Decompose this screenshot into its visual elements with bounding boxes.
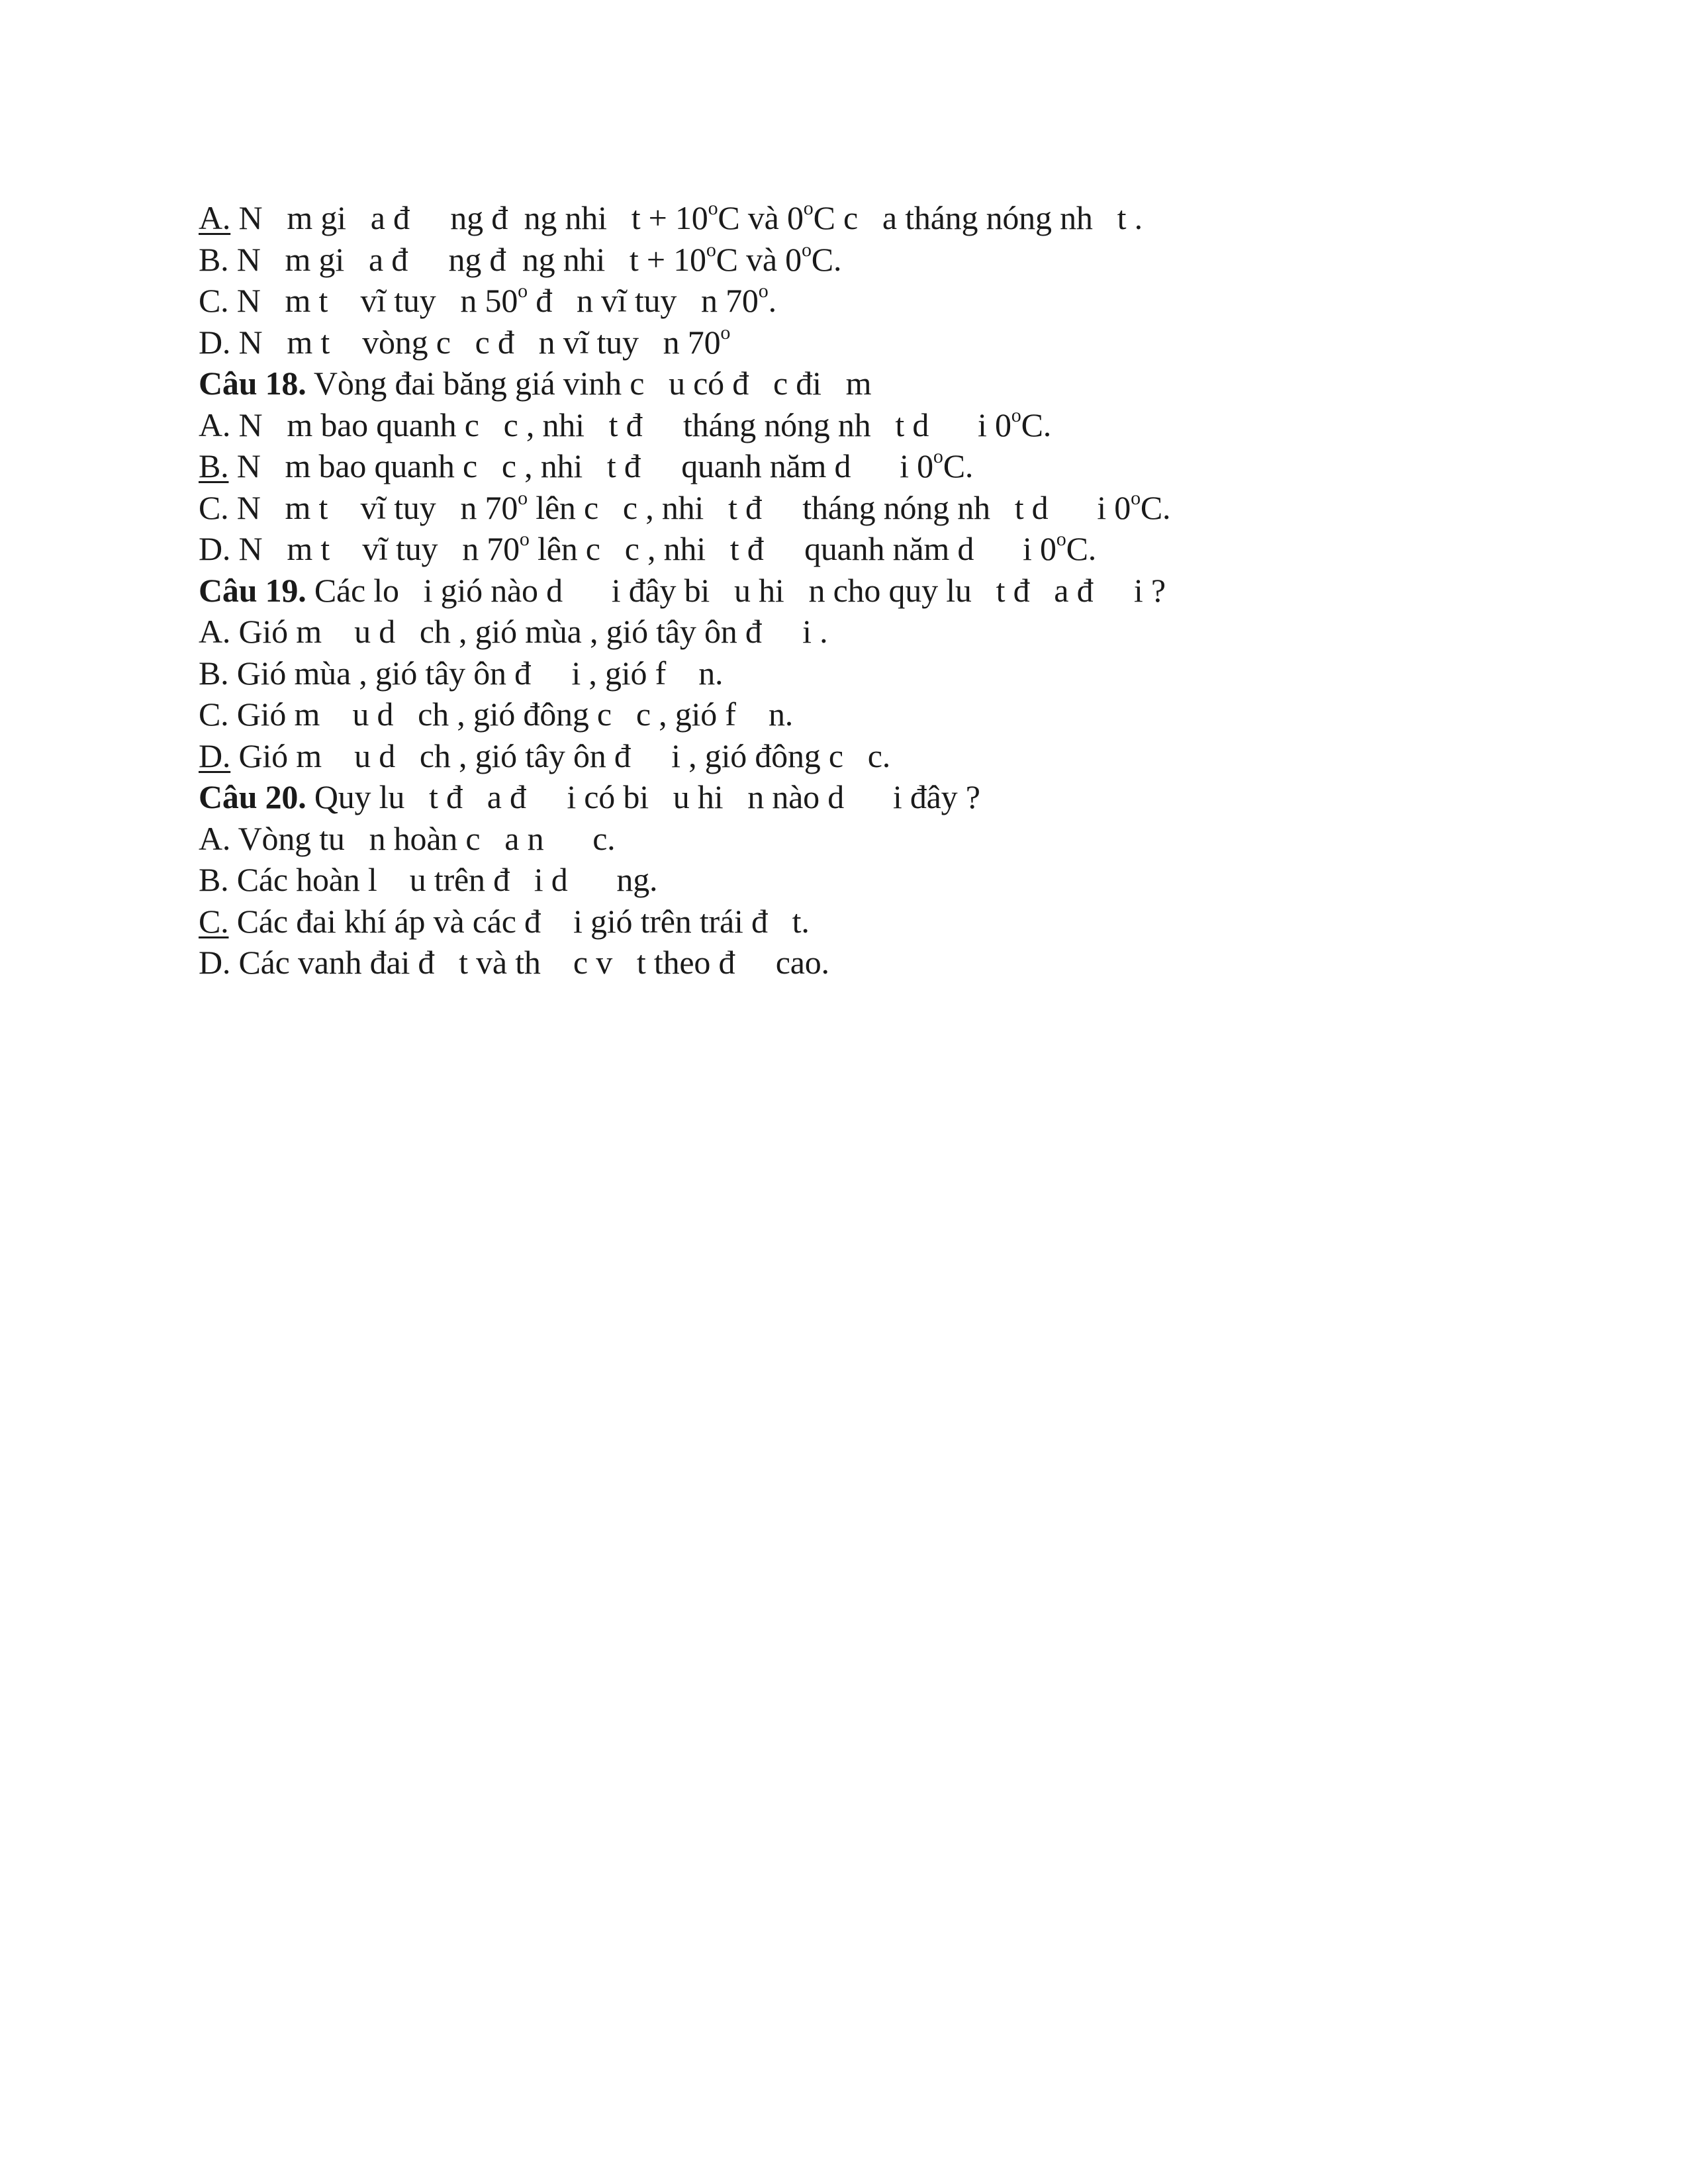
degree-superscript: o xyxy=(801,238,812,261)
line-text: N m bao quanh c c , nhi t đ tháng nóng nh t d i 0 xyxy=(230,406,1011,443)
degree-superscript: o xyxy=(758,280,769,302)
option-label: C. xyxy=(199,902,229,940)
degree-superscript: o xyxy=(720,321,731,343)
line-text: C. xyxy=(943,447,974,484)
line-text: N m gi a đ ng đ ng nhi t + 10 xyxy=(228,240,706,278)
answer-option xyxy=(199,445,1523,487)
option-label: C. xyxy=(199,488,229,526)
option-label: A. xyxy=(199,613,231,650)
option-label: A. xyxy=(199,406,231,443)
answer-option xyxy=(199,322,1523,363)
answer-option xyxy=(199,487,1523,529)
answer-option xyxy=(199,735,1523,777)
question-line xyxy=(199,570,1523,612)
option-label: A. xyxy=(199,199,231,236)
answer-option xyxy=(199,859,1523,901)
degree-superscript: o xyxy=(1011,404,1021,426)
option-label: B. xyxy=(199,447,229,484)
line-text: N m t vĩ tuy n 70 xyxy=(228,488,518,526)
line-text: N m t vòng c c đ n vĩ tuy n 70 xyxy=(230,323,721,361)
answer-option xyxy=(199,901,1523,942)
option-label: B. xyxy=(199,240,229,278)
line-text: Gió m u d ch , gió tây ôn đ i , gió đông c c. xyxy=(230,737,891,774)
degree-superscript: o xyxy=(519,528,530,551)
line-text: Gió m u d ch , gió đông c c , gió f n. xyxy=(228,696,794,733)
degree-superscript: o xyxy=(1056,528,1066,551)
line-text: đ n vĩ tuy n 70 xyxy=(527,282,759,319)
line-text: Quy lu t đ a đ i có bi u hi n nào d i đây ? xyxy=(306,778,980,815)
line-text: C c a tháng nóng nh t . xyxy=(813,199,1143,236)
option-label: D. xyxy=(199,323,231,361)
answer-option xyxy=(199,694,1523,735)
degree-superscript: o xyxy=(518,486,528,509)
option-label: B. xyxy=(199,654,229,692)
line-text: N m gi a đ ng đ ng nhi t + 10 xyxy=(230,199,708,236)
degree-superscript: o xyxy=(708,197,718,220)
option-label: C. xyxy=(199,696,229,733)
line-text: . xyxy=(768,282,776,319)
option-label: D. xyxy=(199,944,231,981)
option-label: C. xyxy=(199,282,229,319)
degree-superscript: o xyxy=(803,197,814,220)
question-line xyxy=(199,363,1523,404)
answer-option xyxy=(199,404,1523,446)
line-text: C và 0 xyxy=(718,199,804,236)
line-text: Gió m u d ch , gió mùa , gió tây ôn đ i . xyxy=(230,613,828,650)
degree-superscript: o xyxy=(706,238,716,261)
question-line xyxy=(199,776,1523,818)
line-text: Vòng đai băng giá vinh c u có đ c đi m xyxy=(306,365,872,402)
answer-option xyxy=(199,818,1523,860)
degree-superscript: o xyxy=(518,280,528,302)
degree-superscript: o xyxy=(1131,486,1141,509)
line-text: Vòng tu n hoàn c a n c. xyxy=(230,819,616,857)
option-label: D. xyxy=(199,530,231,567)
answer-option xyxy=(199,197,1523,239)
line-text: N m t vĩ tuy n 50 xyxy=(228,282,518,319)
degree-superscript: o xyxy=(933,445,943,468)
answer-option xyxy=(199,239,1523,281)
answer-option xyxy=(199,280,1523,322)
line-text: Các vanh đai đ t và th c v t theo đ cao. xyxy=(230,944,829,981)
line-text: lên c c , nhi t đ tháng nóng nh t d i 0 xyxy=(527,488,1131,526)
answer-option xyxy=(199,528,1523,570)
option-label: A. xyxy=(199,819,231,857)
line-text: Các đai khí áp và các đ i gió trên trái đ t. xyxy=(228,902,810,940)
question-number: Câu 18. xyxy=(199,365,306,402)
question-number: Câu 20. xyxy=(199,778,306,815)
line-text: C. xyxy=(1066,530,1097,567)
line-text: N m bao quanh c c , nhi t đ quanh năm d i 0 xyxy=(228,447,933,484)
option-label: D. xyxy=(199,737,231,774)
line-text: N m t vĩ tuy n 70 xyxy=(230,530,520,567)
line-text: C và 0 xyxy=(716,240,802,278)
question-number: Câu 19. xyxy=(199,571,306,609)
line-text: C. xyxy=(811,240,842,278)
line-text: lên c c , nhi t đ quanh năm d i 0 xyxy=(529,530,1056,567)
line-text: Gió mùa , gió tây ôn đ i , gió f n. xyxy=(228,654,724,692)
line-text: C. xyxy=(1021,406,1052,443)
line-text: Các hoàn l u trên đ i d ng. xyxy=(228,861,658,898)
line-text: Các lo i gió nào d i đây bi u hi n cho quy lu t đ a đ i ? xyxy=(306,571,1166,609)
answer-option xyxy=(199,653,1523,694)
line-text: C. xyxy=(1140,488,1171,526)
answer-option xyxy=(199,942,1523,983)
answer-option xyxy=(199,611,1523,653)
option-label: B. xyxy=(199,861,229,898)
question-list xyxy=(199,197,1523,983)
